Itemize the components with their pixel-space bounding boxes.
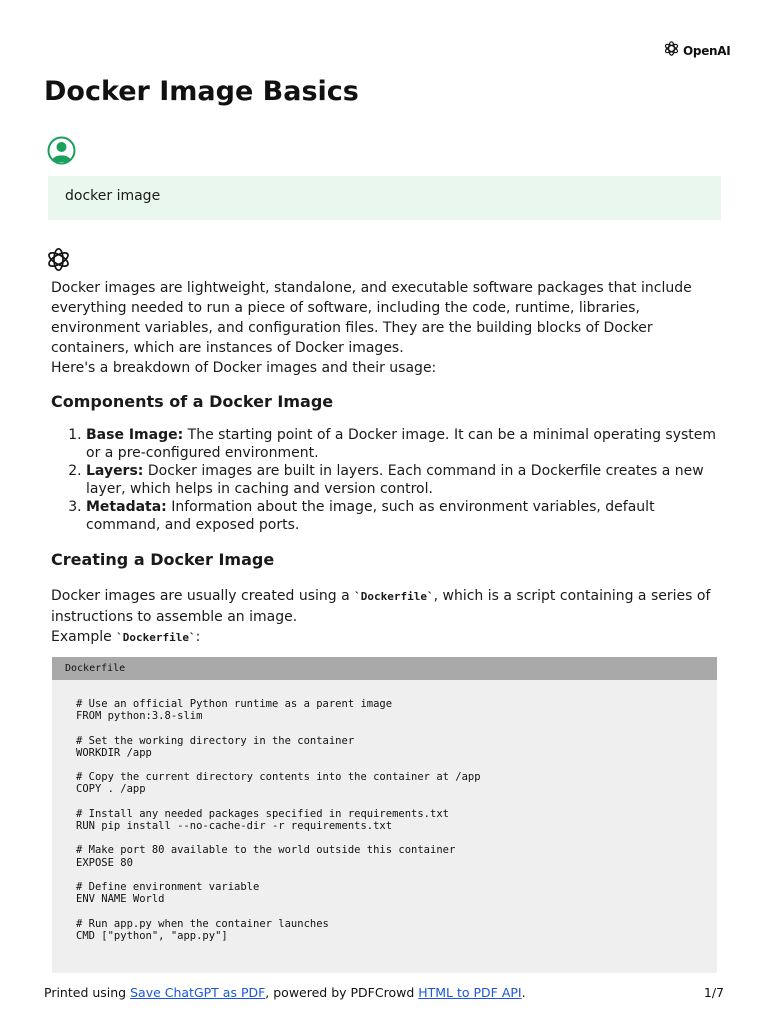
example-label: Example bbox=[51, 629, 117, 645]
creating-paragraph bbox=[51, 586, 723, 627]
intro-paragraph: Docker images are lightweight, standalone, and executable software packages that include everything needed to run a piece of software, including the code, runtime, libraries, environment variables, and configuration files. They are the building blocks of Docker containers, which are instances of Docker images. bbox=[51, 280, 692, 356]
example-line bbox=[51, 627, 723, 648]
answer-intro bbox=[51, 278, 723, 378]
list-item bbox=[86, 498, 723, 534]
list-item-desc: The starting point of a Docker image. It can be a minimal operating system or a pre-configured environment. bbox=[86, 427, 717, 461]
user-prompt bbox=[48, 176, 721, 220]
code-language-label: Dockerfile bbox=[52, 657, 717, 680]
creating-heading: Creating a Docker Image bbox=[51, 550, 275, 569]
save-chatgpt-pdf-link[interactable]: Save ChatGPT as PDF bbox=[130, 985, 266, 1000]
breakdown-paragraph: Here's a breakdown of Docker images and their usage: bbox=[51, 360, 437, 376]
list-item-term: Base Image: bbox=[86, 427, 184, 443]
list-item bbox=[86, 462, 723, 498]
components-section bbox=[51, 392, 723, 412]
openai-logo-icon bbox=[663, 40, 680, 61]
list-item-term: Layers: bbox=[86, 463, 144, 479]
code-block bbox=[52, 657, 717, 973]
inline-code: `Dockerfile` bbox=[354, 590, 434, 603]
page-title: Docker Image Basics bbox=[44, 76, 359, 107]
page-indicator: 1/7 bbox=[703, 985, 724, 1000]
creating-before: Docker images are usually created using a bbox=[51, 588, 355, 604]
code-content: # Use an official Python runtime as a parent image FROM python:3.8-slim # Set the working directory in the container WORKDIR /app # Copy the current directory contents into the container at /app COPY . /app # Install any needed packages specified in requirements.txt RUN pip install --no-cache-dir -r requirements.txt # Make port 80 available to the world outside this container EXPOSE 80 # Define environment variable ENV NAME World # Run app.py when the container launches CMD ["python", "app.py"] bbox=[76, 698, 481, 942]
html-to-pdf-api-link[interactable]: HTML to PDF API bbox=[418, 985, 522, 1000]
creating-text bbox=[51, 586, 723, 648]
list-item bbox=[86, 426, 723, 462]
components-heading: Components of a Docker Image bbox=[51, 392, 334, 411]
footer-period: . bbox=[521, 985, 526, 1000]
user-avatar-icon bbox=[47, 136, 76, 169]
list-item-desc: Information about the image, such as environment variables, default command, and exposed ports. bbox=[86, 499, 655, 533]
footer-printed-using: Printed using bbox=[44, 985, 131, 1000]
components-list bbox=[51, 426, 723, 534]
example-colon: : bbox=[195, 629, 201, 645]
openai-logo-text: OpenAI bbox=[683, 43, 731, 58]
creating-section bbox=[51, 550, 723, 570]
openai-logo bbox=[663, 40, 730, 61]
user-prompt-text: docker image bbox=[65, 188, 161, 204]
footer-powered-by: , powered by PDFCrowd bbox=[265, 985, 419, 1000]
list-item-term: Metadata: bbox=[86, 499, 167, 515]
list-item-desc: Docker images are built in layers. Each command in a Dockerfile creates a new layer, which helps in caching and version control. bbox=[86, 463, 704, 497]
footer bbox=[44, 985, 724, 1000]
inline-code: `Dockerfile` bbox=[116, 631, 196, 644]
creating-after: , which is a script containing a series of instructions to assemble an image. bbox=[51, 588, 711, 625]
chatgpt-avatar-icon bbox=[45, 246, 72, 277]
